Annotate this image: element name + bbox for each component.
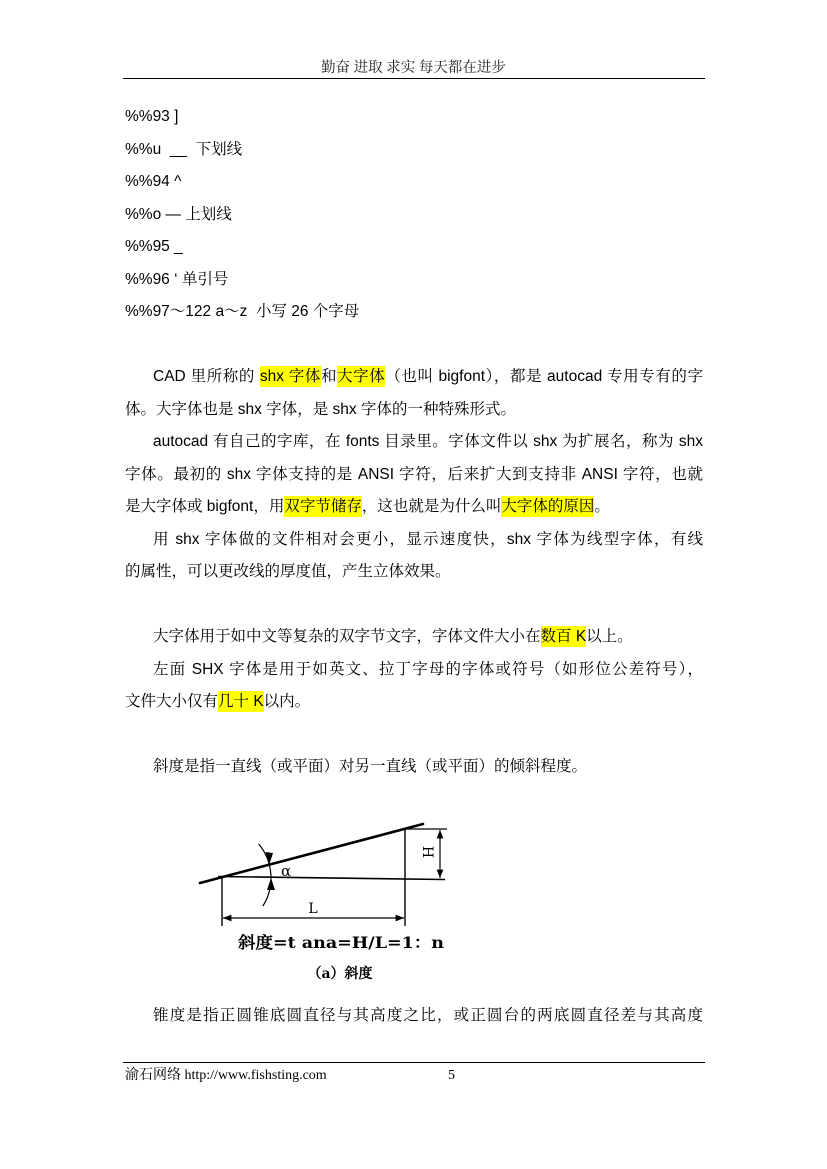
highlight: 大字体的原因 [501,498,595,515]
text-run: 字体。最初的 shx 字体支持的是 ANSI 字符，后来扩大到支持非 ANSI 字符，也就 [125,465,703,483]
text-run: 以内。 [263,693,311,710]
paragraph-2-line-1 [125,426,703,459]
text-run: 斜度是指一直线（或平面）对另一直线（或平面）的倾斜程度。 [153,758,588,775]
text-run: autocad 有自己的字库，在 fonts 目录里。字体文件以 shx 为扩展名，称为 shx [153,433,703,450]
text-run: 。 [594,498,610,515]
l-label: L [308,901,318,917]
highlight: 数百 K [540,628,587,645]
text-run: 是大字体或 bigfont，用 [125,498,285,515]
paragraph-2-line-2 [125,459,703,492]
slope-diagram [190,815,460,995]
highlight: 几十 K [218,693,264,710]
code-line: %%96 ‘ 单引号 [125,270,229,288]
paragraph-1-line-1 [125,361,703,394]
paragraph-2-line-3 [125,491,703,524]
alpha-label: α [281,862,292,880]
text-run: 锥度是指正圆锥底圆直径与其高度之比，或正圆台的两底圆直径差与其高度 [153,1007,703,1024]
slope-formula: 斜度=t ana=H/L=1：n [236,933,445,952]
highlight: 大字体 [337,368,386,385]
blank-line [125,719,703,752]
angle-arrow-lower [267,878,275,890]
text-run: 大字体用于如中文等复杂的双字节文字，字体文件大小在 [153,628,541,645]
text-run: CAD 里所称的 [153,368,260,385]
text-run: 和 [321,368,338,385]
header-rule [123,78,705,79]
footer-site: 渝石网络 http://www.fishsting.com [125,1068,327,1083]
code-line: %%93 ] [125,108,179,125]
paragraph-3-line-1 [125,524,703,557]
paragraph-7-line-1 [125,1000,703,1033]
text-run: 用 shx 字体做的文件相对会更小，显示速度快，shx 字体为线型字体，有线 [153,530,703,548]
text-run: 左面 SHX 字体是用于如英文、拉丁字母的字体或符号（如形位公差符号）， [153,660,703,678]
page-header-title: 勤奋 进取 求实 每天都在进步 [321,60,506,76]
blank-line [125,589,703,622]
code-line: %%o — 上划线 [125,205,232,223]
paragraph-4-line-1 [125,621,703,654]
blank-line [125,329,703,362]
code-line: %%u __ 下划线 [125,140,243,158]
text-run: ，这也就是为什么叫 [361,498,502,515]
text-run: （也叫 bigfont），都是 autocad 专用专有的字 [385,368,703,385]
text-run: 体。大字体也是 shx 字体，是 shx 字体的一种特殊形式。 [125,400,516,418]
slope-line [200,824,423,883]
document-body [125,101,703,784]
code-line: %%94 ^ [125,173,182,190]
base-line [218,877,445,880]
paragraph-7 [125,1000,703,1033]
paragraph-3-line-2 [125,556,703,589]
highlight: shx 字体 [259,368,321,385]
text-run: 文件大小仅有 [125,693,219,710]
page-number: 5 [448,1068,455,1083]
code-line: %%97～122 a～z 小写 26 个字母 [125,303,360,320]
highlight: 双字节储存 [284,498,362,515]
paragraph-5-line-1 [125,654,703,687]
paragraph-5-line-2 [125,686,703,719]
paragraph-1-line-2 [125,394,703,427]
text-run: 以上。 [586,628,633,645]
figure-caption: （a）斜度 [307,966,373,982]
h-label: H [419,845,435,859]
paragraph-6-line-1 [125,751,703,784]
code-line: %%95 _ [125,238,183,255]
footer-rule [123,1062,705,1063]
text-run: 的属性，可以更改线的厚度值，产生立体效果。 [125,563,451,580]
